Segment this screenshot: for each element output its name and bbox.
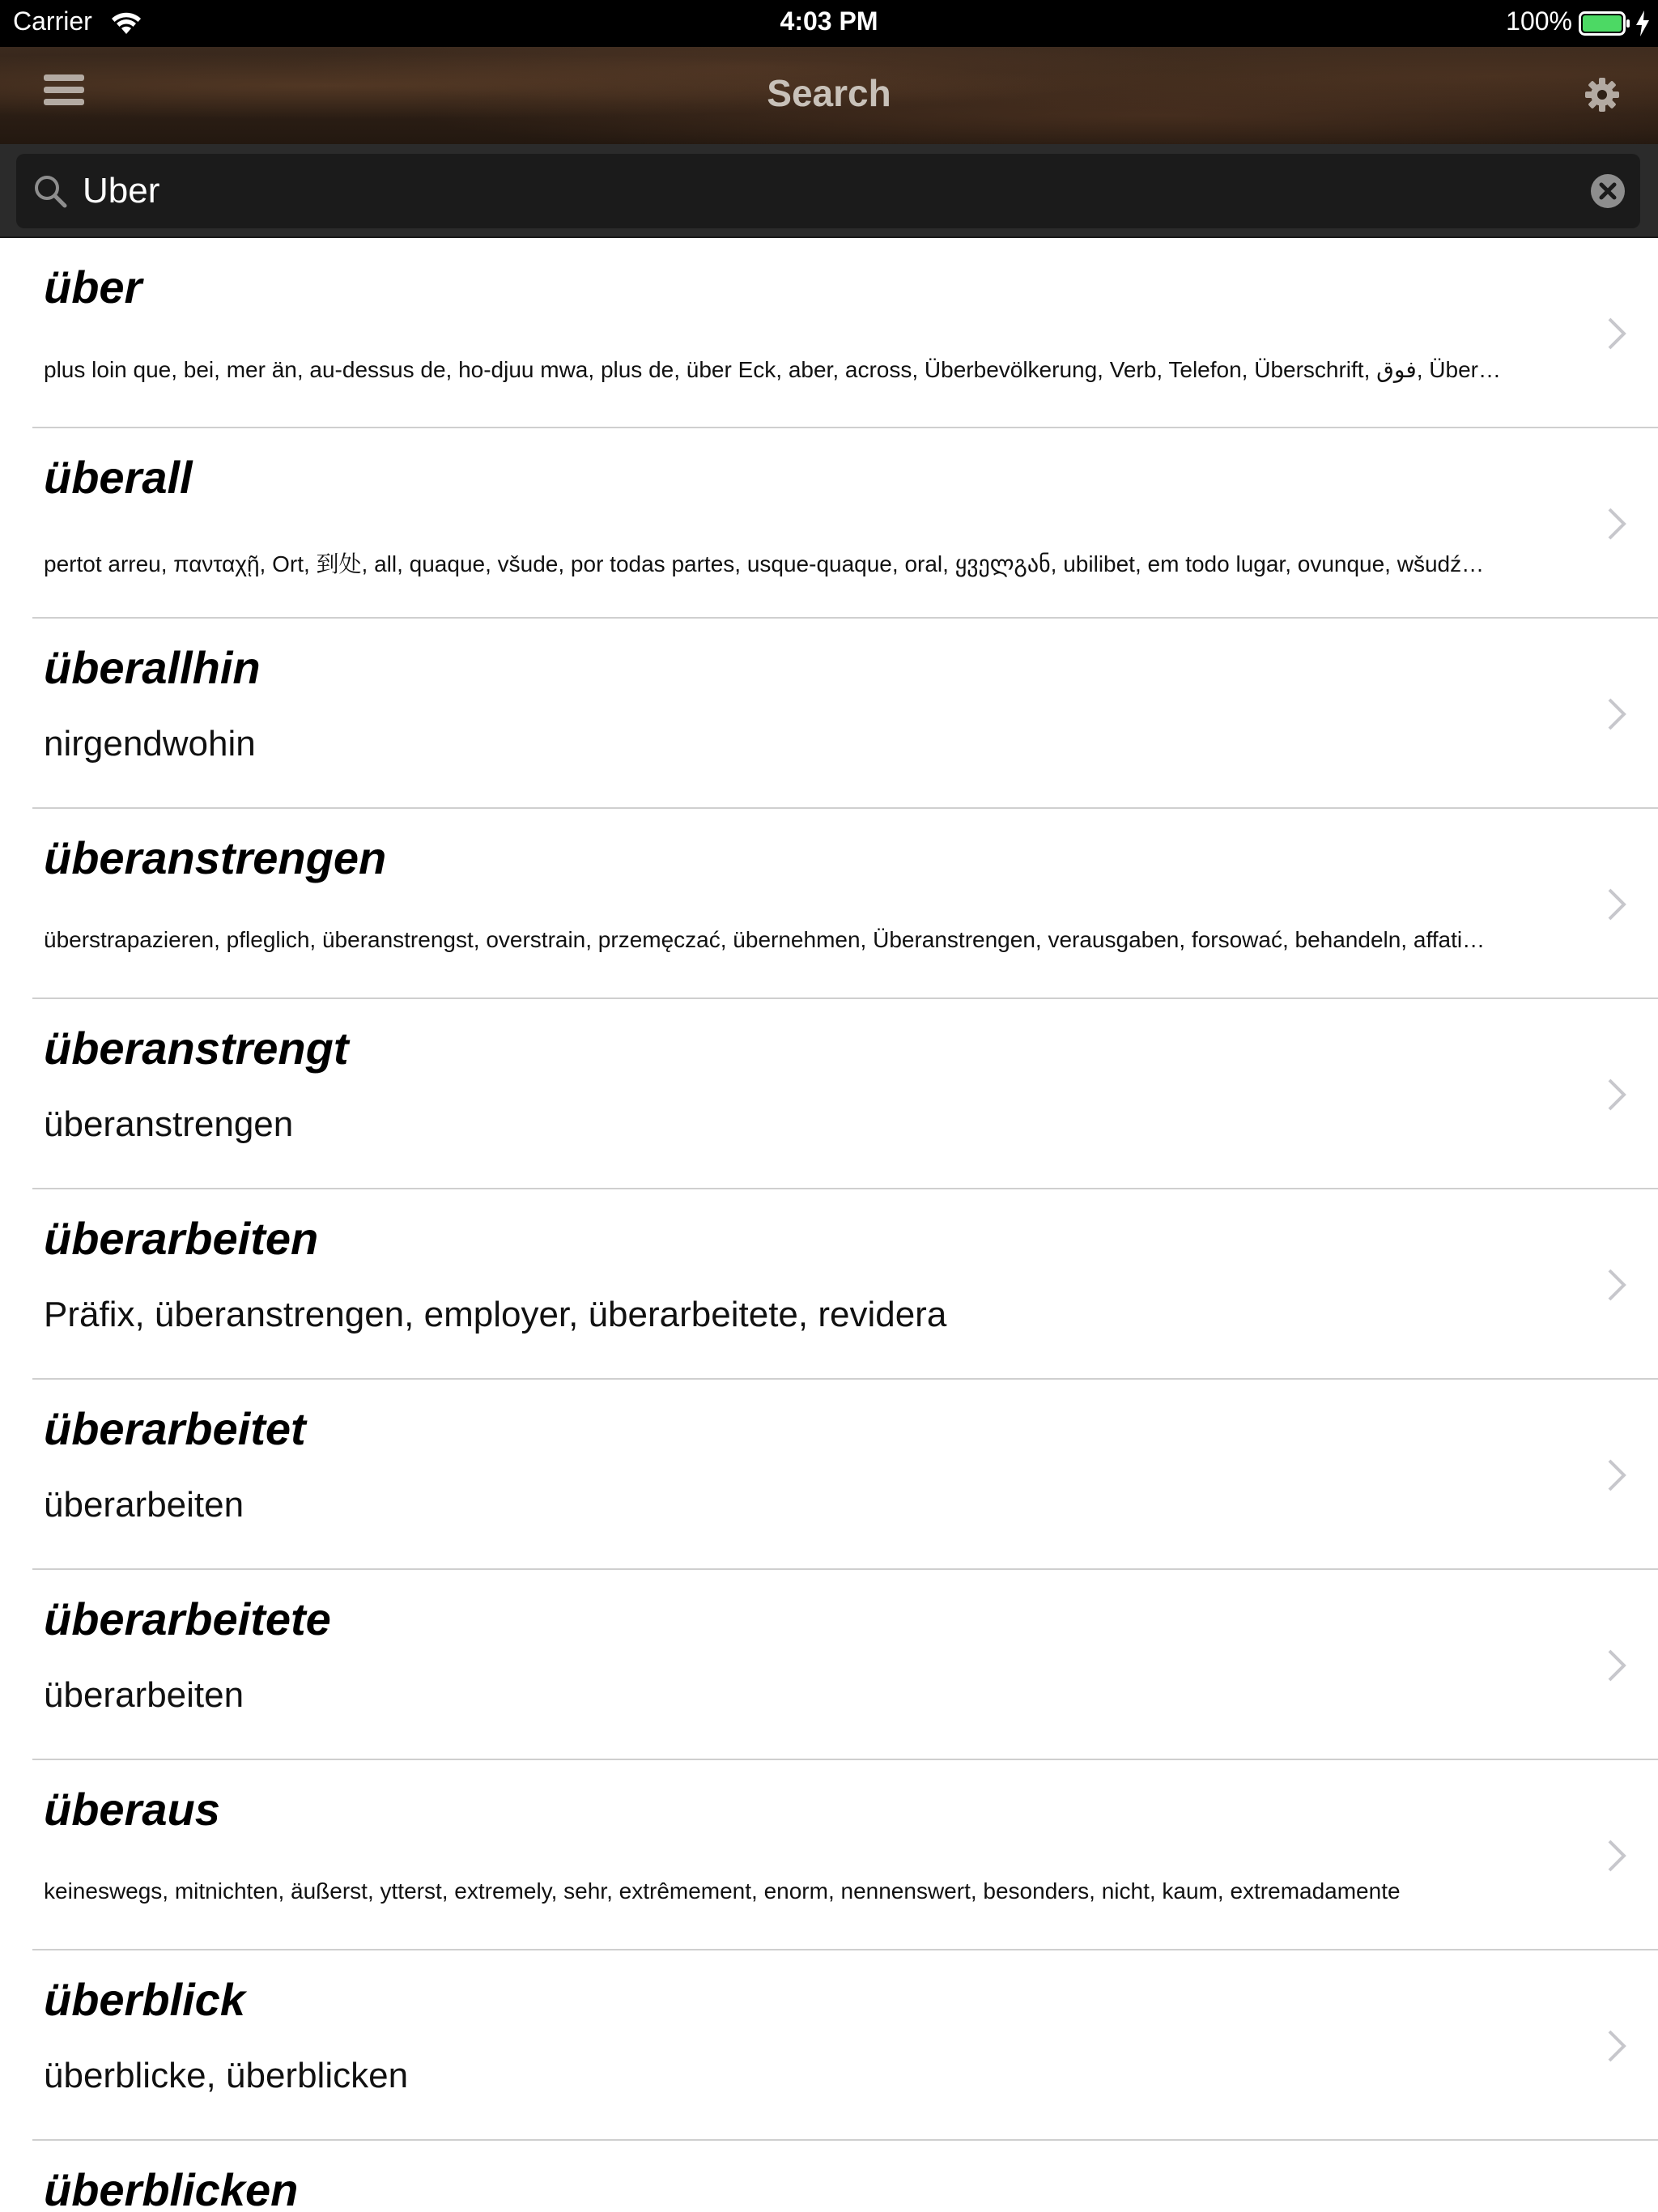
clock: 4:03 PM xyxy=(780,6,878,36)
charging-bolt-icon xyxy=(1634,10,1652,37)
headword: überarbeitet xyxy=(44,1403,306,1454)
list-item[interactable] xyxy=(0,1570,1658,1760)
battery-icon xyxy=(1579,11,1630,36)
headword: über xyxy=(44,262,142,313)
list-item[interactable] xyxy=(0,1950,1658,2141)
headword: überallhin xyxy=(44,642,261,693)
translations: nirgendwohin xyxy=(44,724,256,764)
headword: überaus xyxy=(44,1784,220,1835)
headword: überanstrengt xyxy=(44,1023,349,1074)
chevron-right-icon xyxy=(1606,1838,1627,1874)
list-item[interactable] xyxy=(0,238,1658,428)
headword: überarbeiten xyxy=(44,1213,319,1264)
translations: überblicke, überblicken xyxy=(44,2056,409,2095)
list-item[interactable] xyxy=(0,1380,1658,1570)
list-item[interactable] xyxy=(0,428,1658,619)
search-bar xyxy=(0,144,1658,238)
translations: keineswegs, mitnichten, äußerst, ytterst, extremely, sehr, extrêmement, enorm, nennenswert, besonders, nicht, kaum, extremadamente xyxy=(44,1878,1401,1904)
chevron-right-icon xyxy=(1606,506,1627,542)
list-item[interactable] xyxy=(0,1760,1658,1950)
chevron-right-icon xyxy=(1606,1267,1627,1303)
chevron-right-icon xyxy=(1606,1457,1627,1493)
clear-search-icon[interactable] xyxy=(1590,173,1626,209)
chevron-right-icon xyxy=(1606,696,1627,732)
list-item[interactable] xyxy=(0,809,1658,999)
page-title: Search xyxy=(767,72,891,114)
carrier-label: Carrier xyxy=(13,6,92,36)
list-item[interactable] xyxy=(0,1189,1658,1380)
chevron-right-icon xyxy=(1606,316,1627,351)
translations: Präfix, überanstrengen, employer, überarbeitete, revidera xyxy=(44,1295,947,1334)
list-item[interactable] xyxy=(0,2141,1658,2212)
headword: überall xyxy=(44,452,193,503)
translations: überarbeiten xyxy=(44,1675,244,1715)
headword: überanstrengen xyxy=(44,832,387,883)
translations: überarbeiten xyxy=(44,1485,244,1525)
list-item[interactable] xyxy=(0,999,1658,1189)
chevron-right-icon xyxy=(1606,1077,1627,1112)
headword: überblick xyxy=(44,1974,245,2025)
chevron-right-icon xyxy=(1606,887,1627,922)
translations: überstrapazieren, pfleglich, überanstrengst, overstrain, przemęczać, übernehmen, Überanstrengen, verausgaben, forsować, behandeln, affati… xyxy=(44,927,1486,952)
translations: pertot arreu, πανταχῇ, Ort, 到处, all, quaque, všude, por todas partes, usque-quaque, oral, ყველგან, ubilibet, em todo lugar, ovunque, wšudź… xyxy=(44,551,1485,576)
translations: plus loin que, bei, mer än, au-dessus de, ho-djuu mwa, plus de, über Eck, aber, across, Überbevölkerung, Verb, Telefon, Überschrift, فوق, Über… xyxy=(44,357,1501,382)
status-bar xyxy=(0,0,1658,47)
chevron-right-icon xyxy=(1606,1648,1627,1683)
translations: überanstrengen xyxy=(44,1104,294,1144)
search-icon xyxy=(32,173,68,209)
headword: überarbeitete xyxy=(44,1593,331,1644)
result-list xyxy=(0,238,1658,2212)
chevron-right-icon xyxy=(1606,2028,1627,2064)
list-item[interactable] xyxy=(0,619,1658,809)
headword: überblicken xyxy=(44,2164,299,2212)
battery-percentage: 100% xyxy=(1506,6,1572,36)
navigation-bar xyxy=(0,47,1658,144)
search-field xyxy=(16,154,1640,228)
search-input[interactable] xyxy=(81,162,1587,220)
gear-icon[interactable] xyxy=(1582,74,1622,115)
